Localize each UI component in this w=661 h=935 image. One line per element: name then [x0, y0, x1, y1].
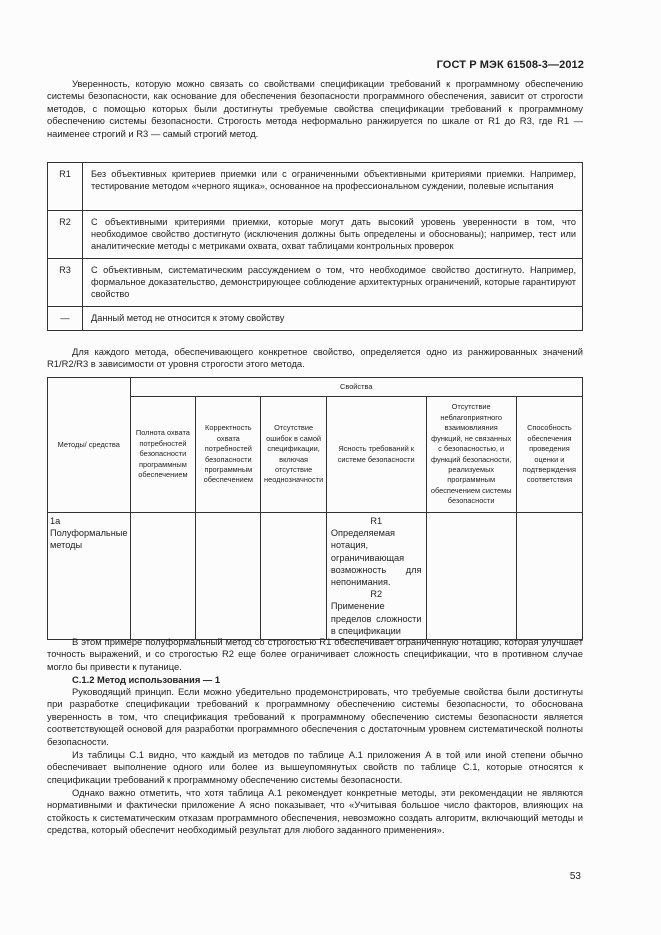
property-header: Способность обеспечения проведения оценки и подтверждения соответствия — [516, 397, 582, 513]
rigor-level: R1 — [48, 163, 83, 211]
table-cell — [196, 513, 261, 640]
rigor-table — [47, 162, 583, 331]
rigor-level: R2 — [48, 211, 83, 259]
property-header: Отсутствие ошибок в самой спецификации, включая отсутствие неоднозначности — [261, 397, 327, 513]
properties-header: Свойства — [130, 378, 583, 397]
clarity-cell — [326, 513, 426, 640]
methods-table — [47, 377, 583, 640]
table-c1-paragraph: Из таблицы С.1 видно, что каждый из методов по таблице А.1 приложения А в той или иной степени обычно обеспечивает выполнение одного или более из вышеупомянутых свойств по таблице С.1, которые относятся к спецификации требований к программному обеспечению системы безопасности. — [47, 749, 583, 785]
property-header: Полнота охвата потребностей безопасности программным обеспечением — [130, 397, 196, 513]
property-header: Ясность требований к системе безопасности — [326, 397, 426, 513]
document-header: ГОСТ Р МЭК 61508-3—2012 — [436, 59, 584, 71]
rigor-level: R3 — [48, 259, 83, 307]
rigor-r2-label: R2 — [370, 589, 383, 600]
rigor-description: Данный метод не относится к этому свойству — [83, 307, 583, 331]
rigor-r1-text: Определяемая нотация, ограничивающая возможность для непонимания. — [330, 528, 422, 588]
rigor-description: С объективными критериями приемки, которые могут дать высокий уровень уверенности в том, что необходимое свойство достигнуто (исключения должны быть определены и обоснованы); например, тест или аналитические методы с метриками охвата, охват таблицами контрольных проверок — [83, 211, 583, 259]
table-cell — [426, 513, 516, 640]
however-paragraph: Однако важно отметить, что хотя таблица А.1 рекомендует конкретные методы, эти рекомендации не являются нормативными и фактически приложение А ясно показывает, что «Учитывая большое число факторов, влияющих на стойкость к систематическим отказам программного обеспечения, невозможно создать алгоритм, включающий методы и средства, который обеспечит необходимый результат для любого заданного применения». — [47, 787, 583, 836]
table-cell — [130, 513, 196, 640]
section-title: С.1.2 Метод использования — 1 — [72, 674, 221, 685]
table-header-row — [48, 378, 583, 397]
methods-column-header: Методы/ средства — [48, 378, 131, 513]
intro-paragraph: Уверенность, которую можно связать со свойствами спецификации требований к программному обеспечению системы безопасности, как основание для обеспечения безопасности программного обеспечения, зависит от строгости методов, с помощью которых были достигнуты требуемые свойства спецификации требований к программному обеспечению системы безопасности. Строгость метода неформально ранжируется по шкале от R1 до R3, где R1 — наименее строгий и R3 — самый строгий метод. — [47, 78, 583, 139]
page-number: 53 — [569, 871, 581, 882]
table-row — [48, 211, 583, 259]
method-name: 1а Полуформальные методы — [48, 513, 131, 640]
rigor-level: — — [48, 307, 83, 331]
table-cell — [261, 513, 327, 640]
table-row — [48, 163, 583, 211]
rigor-description: С объективным, систематическим рассуждением о том, что необходимое свойство достигнуто. Например, формальное доказательство, демонстрирующее соблюдение архитектурных ограничений, которые гарантируют свойство — [83, 259, 583, 307]
table-row — [48, 259, 583, 307]
property-header: Корректность охвата потребностей безопасности программным обеспечением — [196, 397, 261, 513]
table-row — [48, 307, 583, 331]
each-method-paragraph: Для каждого метода, обеспечивающего конкретное свойство, определяется одно из ранжированных значений R1/R2/R3 в зависимости от уровня строгости этого метода. — [47, 346, 583, 370]
table-row — [48, 513, 583, 640]
example-paragraph: В этом примере полуформальный метод со строгостью R1 обеспечивает ограниченную нотацию, которая улучшает точность выражений, и со строгостью R2 еще более ограничивает сложность спецификации, что в противном случае могло бы привести к путанице. — [47, 636, 583, 672]
rigor-description: Без объективных критериев приемки или с ограниченными объективными критериями приемки. Например, тестирование методом «черного ящика», основанное на профессиональном суждении, полевые испытания — [83, 163, 583, 211]
table-cell — [516, 513, 582, 640]
guiding-principle-paragraph: Руководящий принцип. Если можно убедительно продемонстрировать, что требуемые свойства были достигнуты при разработке спецификации требований к программному обеспечению системы безопасности, то обоснована уверенность в том, что спецификация требований к программному обеспечению системы безопасности является соответствующей основой для разработки программного обеспечения с достаточным уровнем систематической полноты безопасности. — [47, 686, 583, 747]
rigor-r1-label: R1 — [370, 516, 383, 526]
property-header: Отсутствие неблагоприятного взаимовлияния функций, не связанных с безопасностью, и функций безопасности, реализуемых программным обеспечением системы безопасности — [426, 397, 516, 513]
rigor-r2-text: Применение пределов сложности в спецификации — [330, 601, 422, 636]
